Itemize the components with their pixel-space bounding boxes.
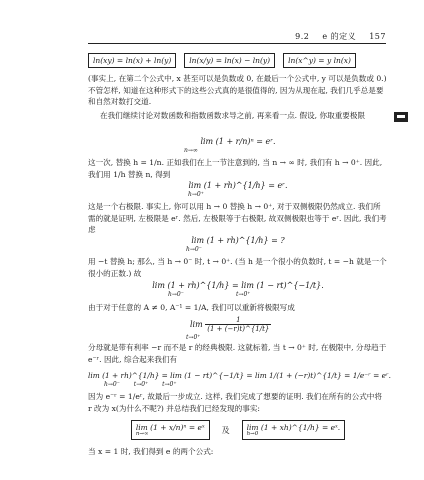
equation-5-fraction [205, 316, 271, 333]
equation-2-subscript: h→0⁺ [188, 191, 204, 198]
formula-box-power: ln(x^y) = y ln(x) [283, 53, 356, 68]
equation-5-lim: lim [190, 320, 203, 329]
paragraph-9: 当 x = 1 时, 我们得到 e 的两个公式: [88, 447, 214, 456]
margin-logo-icon [394, 112, 408, 122]
summary-box-sequence [131, 420, 210, 440]
paragraph-7: 分母就是带有利率 −r 而不是 r 的经典极限. 这就标着, 当 t → 0⁺ 时, 在极限中, 分母趋于 e⁻ʳ. 因此, 综合起来我们有 [88, 343, 387, 364]
running-head [285, 31, 386, 42]
equation-6-text: lim (1 + rh)^{1/h} = lim (1 − rt)^{−1/t} = lim 1/(1 + (−r)t)^{1/t} = 1/e⁻ʳ = eʳ. [88, 371, 391, 380]
log-formula-boxes [88, 52, 388, 68]
paragraph-1: (事实上, 在第二个公式中, x 甚至可以是负数或 0, 在最后一个公式中, y 可以是负数或 0.) 不管怎样, 知道在这种形式下的这些公式真的是很值得的, 因为从现在起, 我们几乎总是要和自然对数打交道. [88, 74, 387, 107]
equation-4-subscript-right: t→0⁺ [236, 291, 251, 298]
paragraph-2: 在我们继续讨论对数函数和指数函数求导之前, 再来看一点. 假设, 你取重要极限 [100, 111, 366, 120]
equation-4 [88, 281, 388, 290]
summary-box-limit [242, 420, 346, 440]
summary-box-sequence-sub: n→∞ [135, 431, 149, 437]
equation-3-text: lim (1 + rh)^{1/h} = ? [191, 236, 285, 245]
equation-4-subscript-left: h→0⁻ [168, 291, 184, 298]
section-title: e 的定义 [322, 32, 357, 41]
summary-formulas [88, 420, 388, 440]
paragraph-5: 用 −t 替换 h; 那么, 当 h → 0⁻ 时, t → 0⁺. (当 h 是一个很小的负数时, t = −h 就是一个很小的正数.) 故 [88, 257, 387, 278]
summary-connector: 及 [221, 425, 230, 435]
header-rule [88, 43, 386, 44]
equation-6-subscripts: h→0⁻ t→0⁺ t→0⁺ [104, 381, 177, 388]
summary-box-sequence-text: lim (1 + x/n)ⁿ = eˣ [135, 423, 205, 432]
formula-box-quotient: ln(x/y) = ln(x) − ln(y) [184, 53, 275, 68]
paragraph-8: 因为 e⁻ʳ = 1/eʳ, 故最后一步成立. 这样, 我们完成了想要的证明. 我们在所有的公式中将 r 改为 x(为什么不呢?) 并总结我们已经发现的事实: [88, 392, 382, 413]
paragraph-4: 这是一个右极限. 事实上, 你可以用 h → 0 替换 h → 0⁺, 对于双侧极限仍然成立. 我们所需的就是证明, 左极限是 eʳ. 然后, 左极限等于右极限, 故双侧极限也等于 eʳ. 因此, 我们考虑 [88, 202, 387, 235]
equation-6 [88, 371, 391, 380]
section-number: 9.2 [295, 32, 310, 41]
equation-5-numerator: 1 [205, 316, 271, 325]
equation-5-subscript: t→0⁺ [186, 334, 201, 341]
equation-3-subscript: h→0⁻ [186, 246, 202, 253]
equation-1-subscript: n→∞ [184, 147, 198, 154]
summary-box-limit-sub: h→0 [246, 431, 259, 437]
formula-box-product: ln(xy) = ln(x) + ln(y) [88, 53, 176, 68]
paragraph-6: 由于对于任意的 A ≠ 0, A⁻¹ = 1/A, 我们可以重新将极限写成 [88, 303, 295, 312]
equation-2 [88, 181, 388, 190]
equation-3 [88, 236, 388, 245]
equation-1 [88, 137, 388, 146]
equation-5 [190, 316, 271, 333]
equation-4-text: lim (1 + rh)^{1/h} = lim (1 − rt)^{−1/t}. [152, 281, 324, 290]
equation-1-text: lim (1 + r/n)ⁿ = eʳ. [200, 137, 276, 146]
equation-2-text: lim (1 + rh)^{1/h} = eʳ. [188, 181, 288, 190]
paragraph-3: 这一次, 替换 h = 1/n. 正如我们在上一节注意到的, 当 n → ∞ 时, 我们有 h → 0⁺. 因此, 我们用 1/h 替换 n, 得到 [88, 158, 383, 179]
equation-5-denominator: (1 + (−r)t)^{1/t} [207, 325, 270, 333]
page-number: 157 [369, 32, 386, 41]
summary-box-limit-text: lim (1 + xh)^{1/h} = eˣ. [246, 423, 341, 432]
